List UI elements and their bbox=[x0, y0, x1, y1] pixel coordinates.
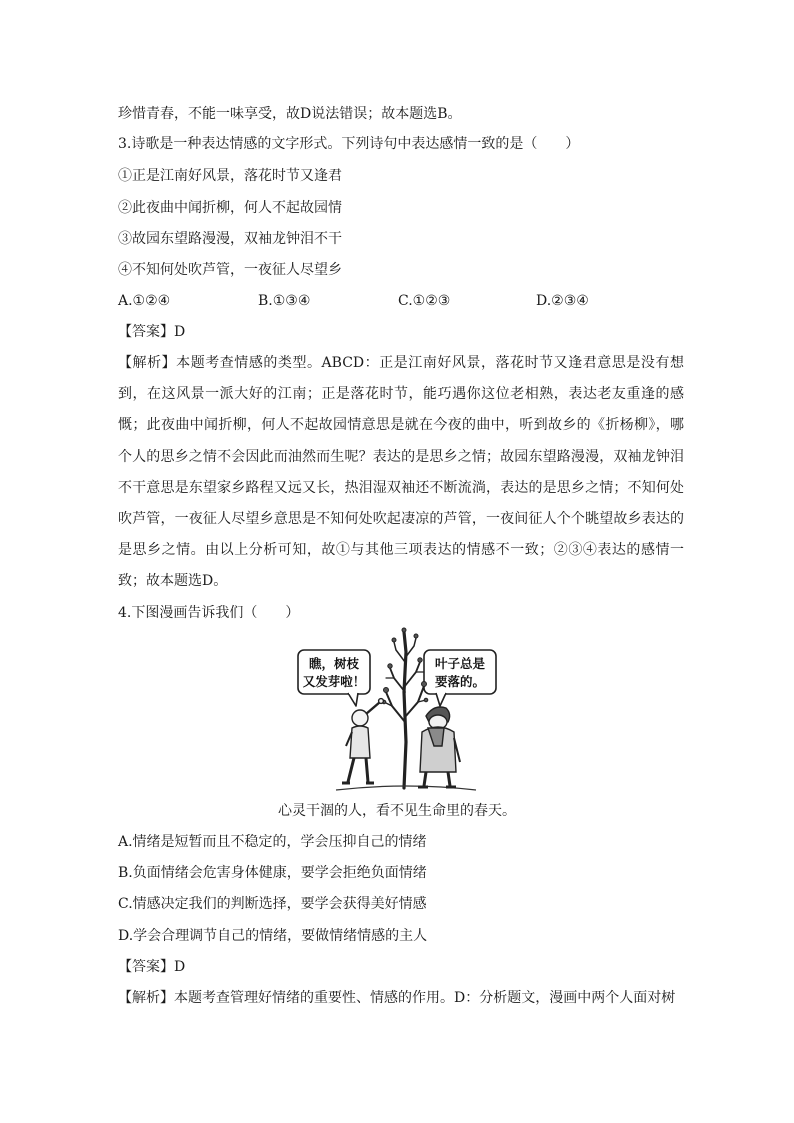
cartoon-illustration bbox=[296, 622, 504, 794]
bubble-left-line-2: 又发芽啦！ bbox=[302, 674, 366, 689]
cartoon-caption: 心灵干涸的人，看不见生命里的春天。 bbox=[278, 803, 516, 819]
poem-line-4: ④不知何处吹芦管，一夜征人尽望乡 bbox=[118, 262, 342, 278]
question-3-analysis: 【解析】本题考查情感的类型。ABCD：正是江南好风景，落花时节又逢君意思是没有想到，在这风景一派大好的江南；正是落花时节，能巧遇你这位老相熟，表达老友重逢的感慨；此夜曲中闻折柳，何人不起故园情意思是就在今夜的曲中，听到故乡的《折杨柳》，哪个人的思乡之情不会因此而油然而生呢？表达的是思乡之情；故园东望路漫漫，双袖龙钟泪不干意思是东望家乡路程又远又长，热泪湿双袖还不断流淌，表达的是思乡之情；不知何处吹芦管，一夜征人尽望乡意思是不知何处吹起凄凉的芦管，一夜间征人个个眺望故乡表达的是思乡之情。由以上分析可知，故①与其他三项表达的情感不一致；②③④表达的感情一致；故本题选D。 bbox=[118, 355, 684, 590]
text-line: 珍惜青春，不能一味享受，故D说法错误；故本题选B。 bbox=[118, 106, 462, 122]
bubble-right-line-1: 叶子总是 bbox=[434, 656, 486, 671]
cartoon-figure bbox=[296, 622, 504, 794]
question-4-answer: 【答案】D bbox=[118, 959, 186, 975]
poem-line-2: ②此夜曲中闻折柳，何人不起故园情 bbox=[118, 200, 342, 216]
bubble-right-line-2: 要落的。 bbox=[434, 674, 486, 689]
speech-bubble-right bbox=[424, 650, 496, 706]
question-3-options bbox=[118, 291, 678, 311]
person-right bbox=[418, 707, 460, 787]
speech-bubble-left bbox=[298, 650, 370, 706]
question-3-stem: 3.诗歌是一种表达情感的文字形式。下列诗句中表达感情一致的是（ ） bbox=[118, 136, 580, 152]
poem-line-3: ③故园东望路漫漫，双袖龙钟泪不干 bbox=[118, 231, 342, 247]
option-d: D.学会合理调节自己的情绪，要做情绪情感的主人 bbox=[118, 928, 428, 944]
option-b: B.①③④ bbox=[258, 293, 311, 309]
question-3-answer: 【答案】D bbox=[118, 324, 186, 340]
question-4-stem: 4.下图漫画告诉我们（ ） bbox=[118, 605, 300, 621]
option-a: A.情绪是短暂而且不稳定的，学会压抑自己的情绪 bbox=[118, 834, 427, 850]
poem-line-1: ①正是江南好风景，落花时节又逢君 bbox=[118, 168, 342, 184]
option-b: B.负面情绪会危害身体健康，要学会拒绝负面情绪 bbox=[118, 865, 427, 881]
option-c: C.①②③ bbox=[398, 293, 451, 309]
question-4-analysis: 【解析】本题考查管理好情绪的重要性、情感的作用。D：分析题文，漫画中两个人面对树 bbox=[118, 990, 676, 1006]
bubble-left-line-1: 瞧，树枝 bbox=[308, 656, 360, 671]
option-a: A.①②④ bbox=[118, 293, 171, 309]
person-left bbox=[342, 699, 383, 783]
option-d: D.②③④ bbox=[536, 293, 589, 309]
option-c: C.情感决定我们的判断选择，要学会获得美好情感 bbox=[118, 896, 427, 912]
